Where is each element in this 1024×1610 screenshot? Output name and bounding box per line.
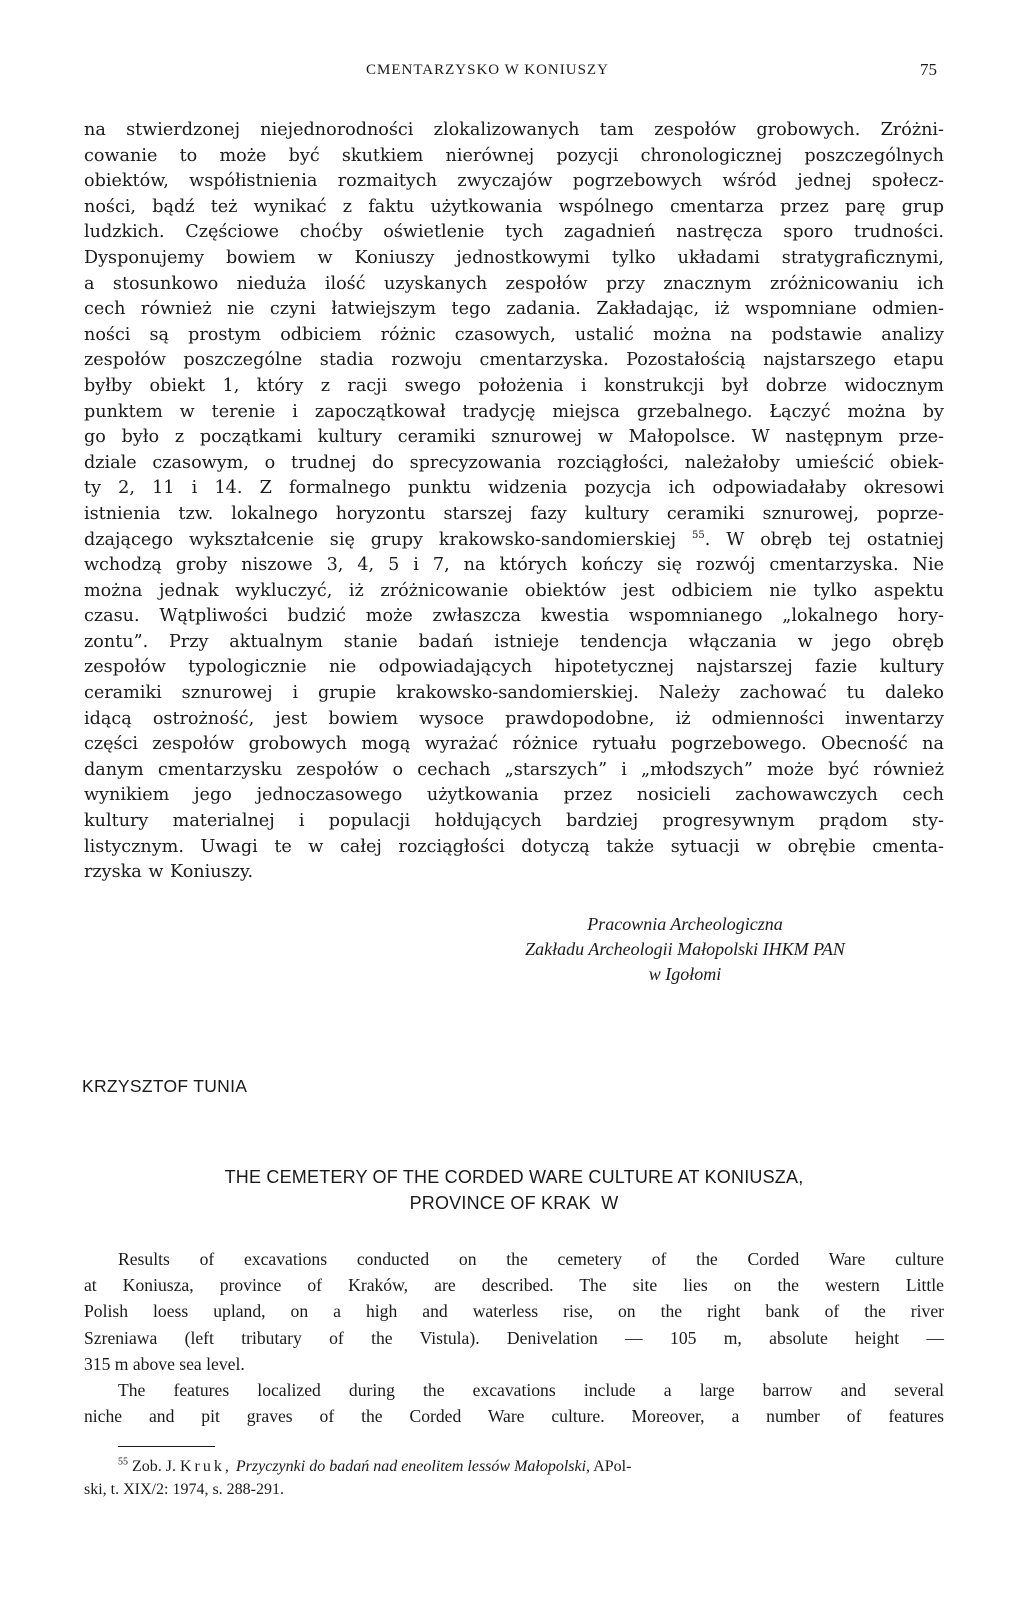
body-line: cowanie to może być skutkiem nierównej pozycji chronologicznej poszczególnych [84, 145, 944, 166]
affiliation-block [460, 912, 910, 987]
body-line: danym cmentarzysku zespołów o cechach „starszych” i „młodszych” może być również [84, 759, 944, 780]
body-line: wchodzą groby niszowe 3, 4, 5 i 7, na których kończy się rozwój cmentarzyska. Nie [84, 555, 944, 576]
body-line: listycznym. Uwagi te w całej rozciągłości dotyczą także sytuacji w obrębie cmenta- [84, 836, 944, 857]
body-line: na stwierdzonej niejednorodności zlokalizowanych tam zespołów grobowych. Zróżni- [84, 120, 944, 140]
body-line: go było z początkami kultury ceramiki sznurowej w Małopolsce. W następnym prze- [84, 427, 944, 448]
body-line: zespołów poszczególne stadia rozwoju cmentarzyska. Pozostałością najstarszego etapu [84, 350, 944, 371]
footnote-reference[interactable]: 55 [691, 529, 705, 541]
body-line: ności, bądź też wynikać z faktu użytkowania wspólnego cmentarza przez parę grup [84, 196, 944, 217]
body-line: punktem w terenie i zapoczątkował tradycję miejsca grzebalnego. Łączyć można by [84, 401, 944, 422]
summary-line: at Koniusza, province of Kraków, are described. The site lies on the western Little [84, 1275, 944, 1296]
body-line: a stosunkowo nieduża ilość uzyskanych zespołów przy znacznym zróżnicowaniu ich [84, 273, 944, 294]
body-line: kultury materialnej i populacji hołdujących bardziej progresywnym prądom sty- [84, 811, 944, 832]
affiliation-line: Pracownia Archeologiczna [587, 914, 783, 934]
body-line: czasu. Wątpliwości budzić może zwłaszcza kwestia wspomnianego „lokalnego hory- [84, 606, 944, 627]
page-number: 75 [920, 60, 937, 79]
running-title: CMENTARZYSKO W KONIUSZY [366, 62, 609, 78]
body-line: ty 2, 11 i 14. Z formalnego punktu widzenia pozycja ich odpowiadałaby okresowi [84, 478, 944, 499]
body-line-with-footnote [84, 528, 944, 554]
footnote-work-title: Przyczynki do badań nad eneolitem lessów Małopolski, [235, 1458, 591, 1475]
body-line: ludzkich. Częściowe choćby oświetlenie tych zagadnień nastręcza sporo trudności. [84, 222, 944, 243]
body-line: można jednak wykluczyć, iż zróżnicowanie obiektów jest odbiciem nie tylko aspektu [84, 580, 944, 601]
footnote-marker: 55 [118, 1456, 128, 1468]
body-line: wynikiem jego jednoczasowego użytkowania przez nosicieli zachowawczych cech [84, 785, 944, 806]
summary-line: Polish loess upland, on a high and waterless rise, on the right bank of the river [84, 1301, 944, 1322]
footnote-line [84, 1455, 944, 1478]
body-line: Dysponujemy bowiem w Koniuszy jednostkowymi tylko układami stratygraficznymi, [84, 247, 944, 268]
affiliation-line: Zakładu Archeologii Małopolski IHKM PAN [525, 939, 845, 959]
body-line: części zespołów grobowych mogą wyrażać różnice rytuału pogrzebowego. Obecność na [84, 734, 944, 755]
body-line: zontu”. Przy aktualnym stanie badań istnieje tendencja włączania w jego obręb [84, 631, 944, 652]
footnote-author: Kruk, [180, 1458, 232, 1475]
footnote-separator [118, 1446, 215, 1447]
footnote [84, 1455, 944, 1501]
summary-line: Results of excavations conducted on the cemetery of the Corded Ware culture [118, 1249, 944, 1269]
footnote-zob: Zob. J. [132, 1458, 176, 1475]
summary-line: Szreniawa (left tributary of the Vistula). Denivelation — 105 m, absolute height — [84, 1327, 944, 1348]
body-line: cech również nie czyni łatwiejszym tego zadania. Zakładając, iż wspomniane odmien- [84, 299, 944, 320]
summary-line: niche and pit graves of the Corded Ware culture. Moreover, a number of features [84, 1406, 944, 1427]
summary-title-line: THE CEMETERY OF THE CORDED WARE CULTURE AT KONIUSZA, [224, 1167, 804, 1187]
body-line-text-after-ref: . W obręb tej ostatniej [704, 529, 944, 550]
body-line: zespołów typologicznie nie odpowiadających hipotetycznej najstarszej fazie kultury [84, 657, 944, 678]
footnote-journal: APol- [593, 1458, 632, 1475]
body-line: dziale czasowym, o trudnej do sprecyzowania rozciągłości, należałoby umieścić obiek- [84, 452, 944, 473]
footnote-line: ski, t. XIX/2: 1974, s. 288-291. [84, 1481, 284, 1498]
affiliation-line: w Igołomi [648, 964, 722, 984]
summary-title [84, 1164, 944, 1216]
body-line: obiektów, współistnienia rozmaitych zwyczajów pogrzebowych wśród jednej społecz- [84, 171, 944, 192]
body-paragraph [84, 118, 944, 886]
body-line: ności są prostym odbiciem różnic czasowych, ustalić można na podstawie analizy [84, 324, 944, 345]
body-line: ceramiki sznurowej i grupie krakowsko-sandomierskiej. Należy zachować tu daleko [84, 683, 944, 704]
summary-title-line: PROVINCE OF KRAK W [409, 1193, 619, 1213]
body-line: idącą ostrożność, jest bowiem wysoce prawdopodobne, iż odmienności inwentarzy [84, 708, 944, 729]
body-line: rzyska w Koniuszy. [84, 862, 254, 883]
body-line-text: dzającego wykształcenie się grupy krakowsko-sandomierskiej [84, 529, 677, 550]
summary-line: The features localized during the excavations include a large barrow and several [118, 1380, 944, 1401]
summary-paragraphs [84, 1246, 944, 1429]
body-line: istnienia tzw. lokalnego horyzontu starszej fazy kultury ceramiki sznurowej, poprze- [84, 503, 944, 524]
summary-line: 315 m above sea level. [84, 1353, 245, 1374]
body-line: byłby obiekt 1, który z racji swego położenia i konstrukcji był dobrze widocznym [84, 375, 944, 396]
summary-author: KRZYSZTOF TUNIA [82, 1076, 248, 1096]
